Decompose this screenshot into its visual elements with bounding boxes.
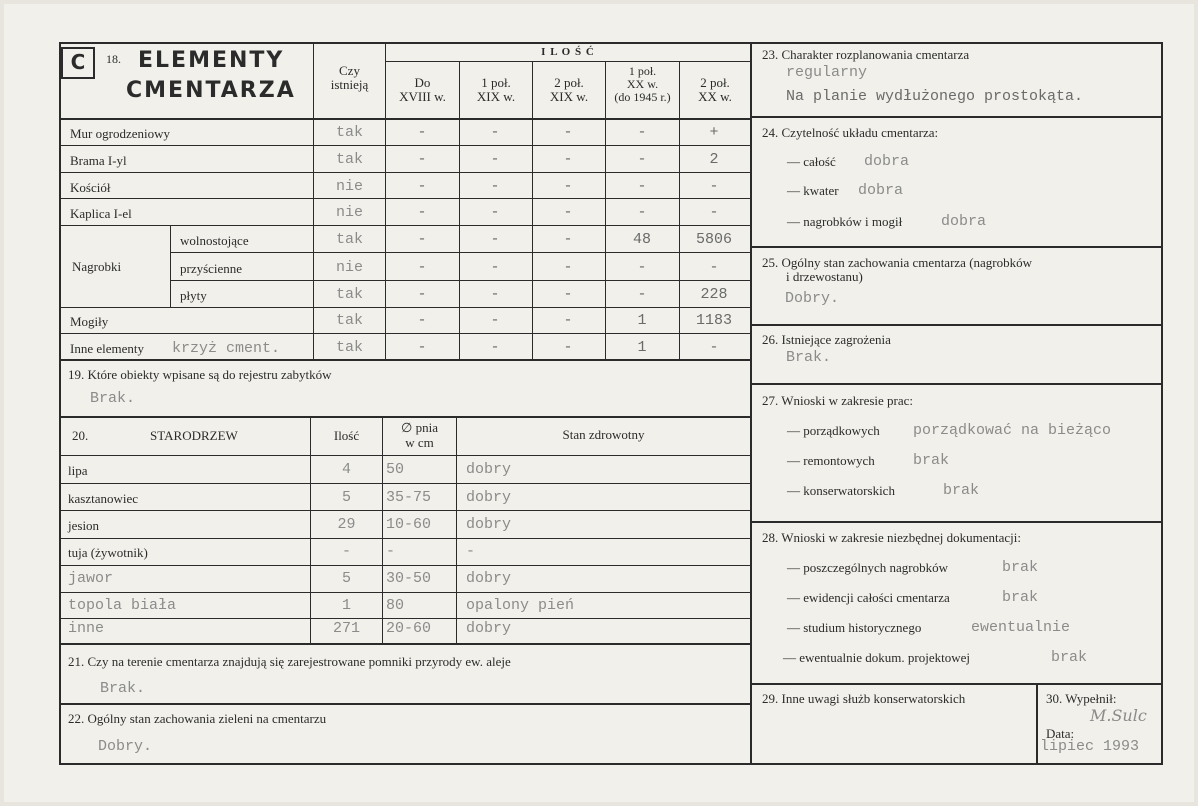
tree-species: kasztanowiec [68, 491, 139, 506]
element-row-count: - [637, 124, 647, 141]
element-row-count: + [709, 124, 719, 141]
q20-header-diameter: ∅ pnia w cm [401, 420, 438, 450]
element-row-exists: nie [335, 178, 363, 195]
element-row-count: - [637, 178, 647, 195]
element-row-count: 228 [700, 286, 728, 303]
element-row-count: - [563, 124, 573, 141]
element-row-label: Mogiły [70, 314, 109, 329]
element-row-count: - [417, 151, 427, 168]
element-row-label: Inne elementy [70, 341, 144, 356]
q30-label: 30. Wypełnił: [1046, 691, 1117, 706]
element-row-exists: tak [335, 124, 363, 141]
q27-item-value: porządkować na bieżąco [913, 422, 1112, 439]
header-ilosc: I L O Ś Ć [541, 46, 595, 58]
q28-item-label: — poszczególnych nagrobków [787, 560, 949, 575]
element-row-count: - [637, 151, 647, 168]
q20-header-species: STARODRZEW [150, 428, 238, 443]
q28-item-label: — ewidencji całości cmentarza [787, 590, 950, 605]
q28-item-value: ewentualnie [971, 619, 1071, 636]
q28-item-value: brak [1002, 589, 1039, 606]
section-letter: C [61, 47, 95, 79]
tree-species: topola biała [68, 597, 177, 614]
period-header: 2 poł. XIX w. [549, 75, 589, 104]
element-row-exists: nie [335, 204, 363, 221]
q27-item-label: — remontowych [787, 453, 875, 468]
q28-item-value: brak [1051, 649, 1088, 666]
element-row-count: - [490, 312, 500, 329]
q28-item-label: — studium historycznego [787, 620, 922, 635]
element-row-count: 1 [637, 339, 647, 356]
section-number: 18. [106, 52, 121, 66]
element-row-count: - [490, 151, 500, 168]
q24-item-value: dobra [858, 182, 904, 199]
q24-label: 24. Czytelność układu cmentarza: [762, 125, 939, 140]
element-row-count: - [563, 151, 573, 168]
tree-diameter: 50 [386, 461, 405, 478]
q19-label: 19. Które obiekty wpisane są do rejestru zabytków [68, 367, 332, 382]
element-row-count: 5806 [695, 231, 732, 248]
q27-item-value: brak [943, 482, 980, 499]
tree-count: 271 [332, 620, 360, 637]
element-row-count: - [490, 259, 500, 276]
q25-label-2: i drzewostanu) [786, 269, 863, 284]
q20-number: 20. [72, 428, 89, 443]
q19-answer: Brak. [90, 390, 136, 407]
element-row-extra: krzyż cment. [172, 340, 281, 357]
element-row-count: - [709, 259, 719, 276]
tree-health: dobry [466, 620, 512, 637]
period-header: 1 poł. XIX w. [476, 75, 516, 104]
tree-count: - [341, 543, 351, 560]
nagrobki-group-label: Nagrobki [72, 259, 122, 274]
element-row-label: wolnostojące [180, 233, 249, 248]
q20-header-health: Stan zdrowotny [562, 427, 645, 442]
q21-label: 21. Czy na terenie cmentarza znajdują się zarejestrowane pomniki przyrody ew. aleje [68, 654, 511, 669]
element-row-count: 48 [632, 231, 651, 248]
element-row-count: - [417, 124, 427, 141]
element-row-count: - [563, 286, 573, 303]
element-row-count: - [490, 204, 500, 221]
element-row-count: - [490, 124, 500, 141]
q22-label: 22. Ogólny stan zachowania zieleni na cmentarzu [68, 711, 327, 726]
q29-label: 29. Inne uwagi służb konserwatorskich [762, 691, 966, 706]
tree-health: dobry [466, 489, 512, 506]
element-row-count: - [563, 259, 573, 276]
q24-item-label: — nagrobków i mogił [787, 214, 903, 229]
q25-answer: Dobry. [785, 290, 840, 307]
element-row-exists: nie [335, 259, 363, 276]
period-header: 2 poł. XX w. [698, 75, 732, 104]
element-row-label: Mur ogrodzeniowy [70, 126, 171, 141]
tree-diameter: - [386, 543, 396, 560]
element-row-count: - [563, 312, 573, 329]
element-row-count: - [563, 339, 573, 356]
element-row-label: Kościół [70, 180, 111, 195]
element-row-count: - [417, 231, 427, 248]
element-row-count: - [490, 339, 500, 356]
element-row-count: - [417, 204, 427, 221]
tree-count: 4 [341, 461, 351, 478]
tree-diameter: 30-50 [386, 570, 432, 587]
element-row-count: - [417, 259, 427, 276]
element-row-label: Brama I-yl [70, 153, 127, 168]
element-row-count: - [417, 339, 427, 356]
element-row-count: - [490, 286, 500, 303]
element-row-exists: tak [335, 286, 363, 303]
q30-signature: M.Sulc [1090, 706, 1147, 725]
tree-count: 1 [341, 597, 351, 614]
tree-species: inne [68, 620, 105, 637]
element-row-exists: tak [335, 312, 363, 329]
q24-item-value: dobra [941, 213, 987, 230]
tree-species: jesion [68, 518, 100, 533]
element-row-count: 1 [637, 312, 647, 329]
q27-label: 27. Wnioski w zakresie prac: [762, 393, 914, 408]
tree-diameter: 20-60 [386, 620, 432, 637]
q20-header-count: Ilość [333, 428, 360, 443]
element-row-count: - [490, 231, 500, 248]
element-row-label: Kaplica I-el [70, 206, 132, 221]
tree-health: dobry [466, 570, 512, 587]
q30-date-label: Data: [1046, 726, 1075, 741]
q24-item-label: — kwater [787, 183, 839, 198]
q26-answer: Brak. [786, 349, 832, 366]
element-row-count: - [417, 312, 427, 329]
element-row-exists: tak [335, 231, 363, 248]
section-title-line2: CMENTARZA [126, 78, 296, 103]
element-row-label: płyty [180, 288, 207, 303]
period-header: Do XVIII w. [399, 75, 446, 104]
tree-health: opalony pień [466, 597, 575, 614]
tree-health: dobry [466, 516, 512, 533]
q27-item-label: — konserwatorskich [787, 483, 895, 498]
q21-answer: Brak. [100, 680, 146, 697]
tree-count: 5 [341, 570, 351, 587]
q23-answer-1: regularny [786, 64, 868, 81]
section-title-line1: ELEMENTY [138, 48, 285, 73]
tree-count: 29 [337, 516, 356, 533]
q22-answer: Dobry. [98, 738, 153, 755]
q24-item-value: dobra [864, 153, 910, 170]
element-row-exists: tak [335, 151, 363, 168]
q28-item-value: brak [1002, 559, 1039, 576]
tree-species: tuja (żywotnik) [68, 545, 148, 560]
tree-species: lipa [68, 463, 88, 478]
element-row-count: - [417, 286, 427, 303]
element-row-count: - [709, 178, 719, 195]
q24-item-label: — całość [787, 154, 836, 169]
q25-label-1: 25. Ogólny stan zachowania cmentarza (nagrobków [762, 255, 1033, 270]
tree-count: 5 [341, 489, 351, 506]
element-row-count: - [637, 259, 647, 276]
q30-date: lipiec 1993 [1040, 738, 1140, 755]
tree-diameter: 35-75 [386, 489, 432, 506]
q26-label: 26. Istniejące zagrożenia [762, 332, 891, 347]
element-row-count: - [563, 231, 573, 248]
element-row-count: - [709, 339, 719, 356]
element-row-count: - [563, 178, 573, 195]
element-row-count: - [709, 204, 719, 221]
element-row-count: - [417, 178, 427, 195]
tree-species: jawor [68, 570, 114, 587]
q28-item-label: — ewentualnie dokum. projektowej [783, 650, 971, 665]
element-row-count: - [490, 178, 500, 195]
q27-item-label: — porządkowych [787, 423, 880, 438]
element-row-count: - [637, 286, 647, 303]
tree-diameter: 10-60 [386, 516, 432, 533]
q27-item-value: brak [913, 452, 950, 469]
element-row-count: 2 [709, 151, 719, 168]
tree-health: - [466, 543, 476, 560]
tree-health: dobry [466, 461, 512, 478]
q28-label: 28. Wnioski w zakresie niezbędnej dokumentacji: [762, 530, 1021, 545]
element-row-exists: tak [335, 339, 363, 356]
tree-diameter: 80 [386, 597, 405, 614]
element-row-count: - [563, 204, 573, 221]
period-header: 1 poł. XX w. (do 1945 r.) [614, 64, 671, 104]
element-row-count: 1183 [695, 312, 732, 329]
element-row-label: przyścienne [180, 261, 243, 276]
q23-label: 23. Charakter rozplanowania cmentarza [762, 47, 970, 62]
header-exists: Czy istnieją [330, 63, 369, 92]
element-row-count: - [637, 204, 647, 221]
q23-answer-2: Na planie wydłużonego prostokąta. [786, 88, 1084, 105]
